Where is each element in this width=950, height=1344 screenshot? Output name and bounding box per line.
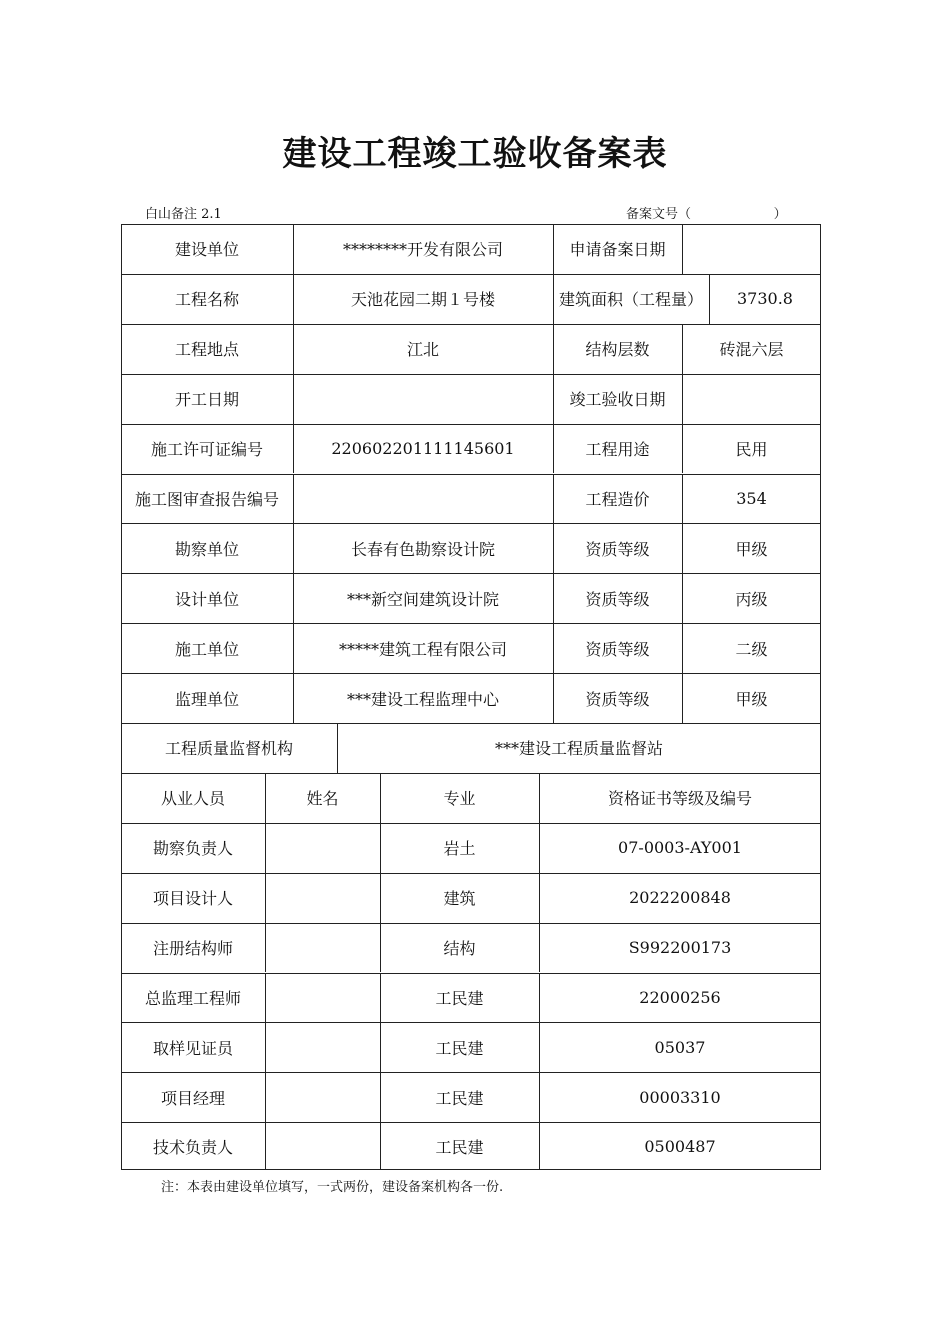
- staff-major: 工民建: [435, 988, 484, 1008]
- field-value: [293, 474, 553, 524]
- field-value: ********开发有限公司: [342, 240, 503, 260]
- field-label: 申请备案日期: [569, 240, 666, 260]
- field-value: *****建筑工程有限公司: [338, 639, 507, 659]
- staff-major: 岩土: [443, 839, 476, 859]
- staff-role: 勘察负责人: [152, 839, 233, 859]
- field-value: 民用: [735, 440, 768, 460]
- supervision-label: 工程质量监督机构: [164, 739, 293, 759]
- field-label: 资质等级: [585, 589, 650, 609]
- staff-role: 项目经理: [160, 1088, 225, 1108]
- staff-name: [265, 873, 380, 923]
- staff-name: [265, 823, 380, 873]
- field-label: 设计单位: [174, 589, 239, 609]
- column-header: 姓名: [306, 789, 339, 809]
- field-label: 开工日期: [174, 390, 239, 410]
- supervision-value: ***建设工程质量监督站: [494, 739, 663, 759]
- field-label: 工程造价: [585, 489, 650, 509]
- field-label: 资质等级: [585, 539, 650, 559]
- field-value: 甲级: [735, 539, 768, 559]
- field-value: ***建设工程监理中心: [346, 689, 499, 709]
- staff-major: 工民建: [435, 1038, 484, 1058]
- footnote: 注：本表由建设单位填写，一式两份，建设备案机构各一份.: [161, 1180, 504, 1195]
- field-label: 工程名称: [174, 290, 239, 310]
- page-title: 建设工程竣工验收备案表: [282, 134, 668, 174]
- field-label: 施工许可证编号: [150, 440, 263, 460]
- field-value: [682, 224, 821, 274]
- staff-major: 工民建: [435, 1137, 484, 1157]
- field-value: 二级: [735, 639, 768, 659]
- form-number: 白山备注 2.1: [145, 207, 222, 222]
- field-label: 工程地点: [174, 340, 239, 360]
- field-label: 施工单位: [174, 639, 239, 659]
- field-label: 资质等级: [585, 639, 650, 659]
- column-header: 专业: [443, 789, 476, 809]
- column-header: 从业人员: [160, 789, 225, 809]
- staff-certificate: 05037: [654, 1037, 706, 1057]
- field-value: 甲级: [735, 689, 768, 709]
- staff-name: [265, 1072, 380, 1122]
- staff-role: 总监理工程师: [144, 988, 241, 1008]
- staff-major: 建筑: [443, 889, 476, 909]
- staff-name: [265, 1022, 380, 1072]
- staff-certificate: 0500487: [644, 1136, 716, 1156]
- field-value: ***新空间建筑设计院: [346, 589, 499, 609]
- field-label: 建筑面积（工程量）: [558, 290, 703, 310]
- field-label: 建设单位: [174, 240, 239, 260]
- column-header: 资格证书等级及编号: [607, 789, 752, 809]
- field-value: 江北: [406, 340, 439, 360]
- staff-major: 工民建: [435, 1088, 484, 1108]
- field-value: [293, 374, 553, 424]
- field-value: 丙级: [735, 589, 768, 609]
- staff-major: 结构: [443, 939, 476, 959]
- field-label: 施工图审查报告编号: [134, 489, 279, 509]
- field-label: 工程用途: [585, 440, 650, 460]
- staff-name: [265, 923, 380, 973]
- filing-number-label: 备案文号（ ）: [626, 207, 787, 222]
- field-value: 354: [736, 488, 767, 508]
- field-label: 资质等级: [585, 689, 650, 709]
- field-value: 长春有色勘察设计院: [350, 539, 495, 559]
- staff-role: 项目设计人: [152, 889, 233, 909]
- staff-certificate: S992200173: [628, 938, 732, 958]
- staff-role: 取样见证员: [152, 1038, 233, 1058]
- staff-certificate: 2022200848: [629, 888, 731, 908]
- staff-name: [265, 973, 380, 1023]
- field-value: 砖混六层: [719, 340, 784, 360]
- field-value: [682, 374, 821, 424]
- staff-role: 注册结构师: [152, 939, 233, 959]
- field-value: 220602201111145601: [331, 439, 515, 459]
- field-label: 结构层数: [585, 340, 650, 360]
- field-value: 3730.8: [737, 289, 793, 309]
- field-label: 竣工验收日期: [569, 390, 666, 410]
- staff-name: [265, 1122, 380, 1170]
- staff-certificate: 22000256: [639, 987, 721, 1007]
- field-label: 监理单位: [174, 689, 239, 709]
- staff-certificate: 00003310: [639, 1087, 721, 1107]
- staff-certificate: 07-0003-AY001: [618, 838, 742, 858]
- field-label: 勘察单位: [174, 539, 239, 559]
- staff-role: 技术负责人: [152, 1137, 233, 1157]
- field-value: 天池花园二期１号楼: [350, 290, 495, 310]
